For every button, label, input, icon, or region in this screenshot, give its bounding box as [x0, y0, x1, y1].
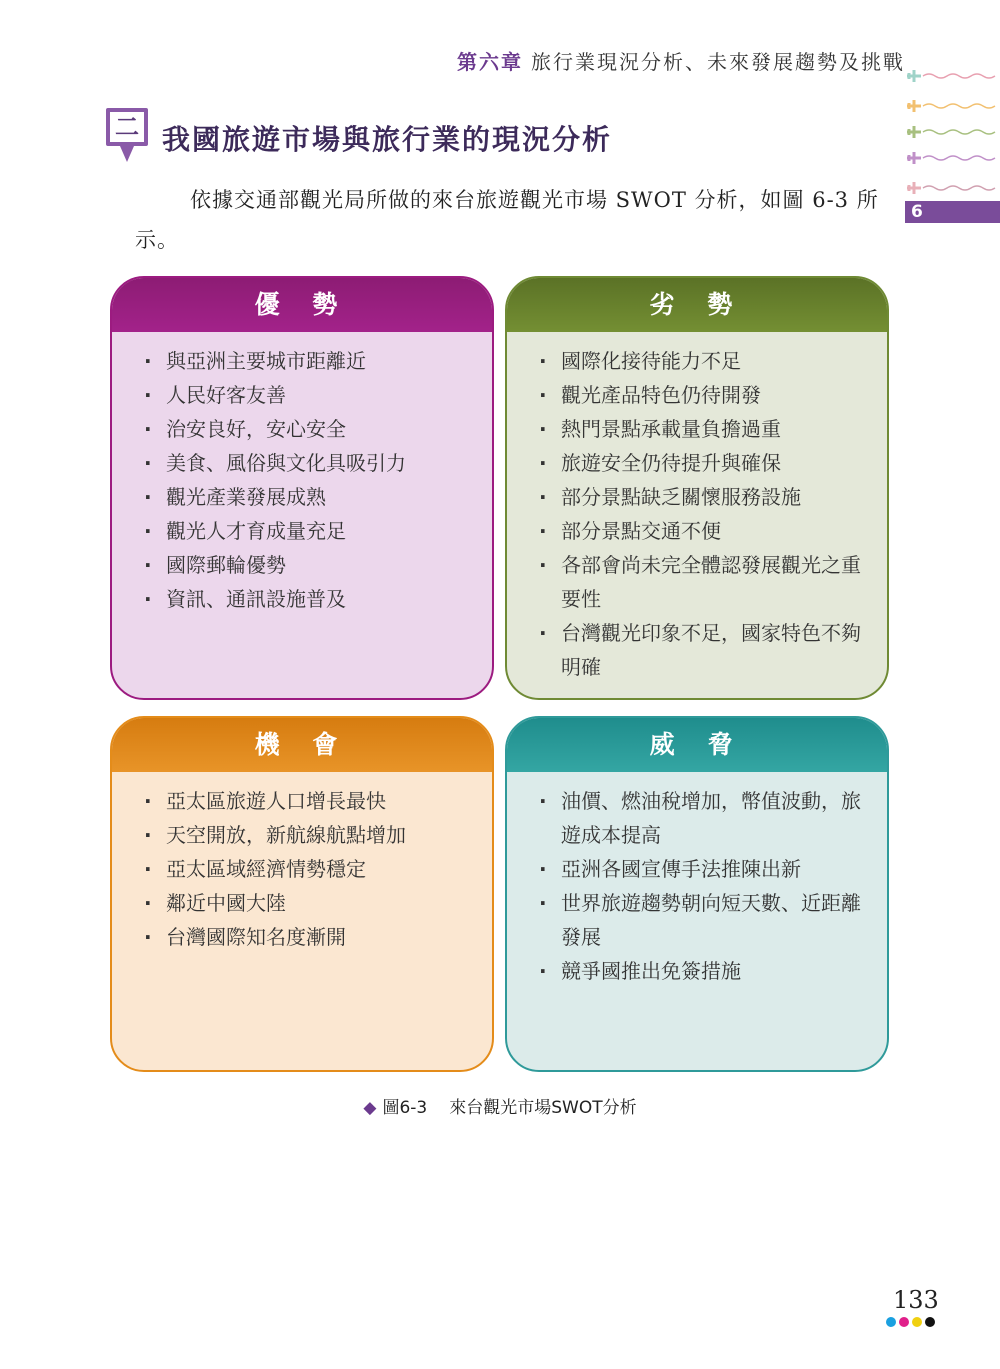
- threats-list: [507, 772, 887, 988]
- list-item: · 競爭國推出免簽措施: [539, 954, 867, 988]
- strengths-card: [110, 276, 494, 700]
- list-item: · 與亞洲主要城市距離近: [144, 344, 472, 378]
- list-item: · 觀光產業發展成熟: [144, 480, 472, 514]
- threats-title: 威 脅: [505, 718, 889, 772]
- section-badge-label: 二: [115, 113, 139, 141]
- list-item: · 油價、燃油稅增加，幣值波動，旅遊成本提高: [539, 784, 867, 852]
- threats-card: [505, 716, 889, 1072]
- figure-caption-text: 來台觀光市場SWOT分析: [449, 1098, 637, 1118]
- strengths-title: 優 勢: [110, 278, 494, 332]
- list-item: · 各部會尚未完全體認發展觀光之重要性: [539, 548, 867, 616]
- opportunities-title: 機 會: [110, 718, 494, 772]
- weaknesses-card: [505, 276, 889, 700]
- chapter-tab: 6: [905, 201, 1000, 223]
- list-item: · 台灣觀光印象不足，國家特色不夠明確: [539, 616, 867, 684]
- opportunities-card: [110, 716, 494, 1072]
- airplane-decoration-icon: [905, 62, 1000, 212]
- section-title: 我國旅遊市場與旅行業的現況分析: [162, 123, 613, 156]
- strengths-list: [112, 332, 492, 616]
- header-chapter: 第六章: [457, 50, 523, 74]
- list-item: · 亞洲各國宣傳手法推陳出新: [539, 852, 867, 886]
- figure-caption: [0, 1093, 1000, 1118]
- weaknesses-title: 劣 勢: [505, 278, 889, 332]
- list-item: · 觀光產品特色仍待開發: [539, 378, 867, 412]
- list-item: · 亞太區域經濟情勢穩定: [144, 852, 472, 886]
- list-item: · 國際化接待能力不足: [539, 344, 867, 378]
- print-color-dots-icon: [886, 1312, 938, 1331]
- list-item: · 天空開放，新航線航點增加: [144, 818, 472, 852]
- diamond-icon: ◆: [363, 1098, 377, 1118]
- list-item: · 旅遊安全仍待提升與確保: [539, 446, 867, 480]
- list-item: · 熱門景點承載量負擔過重: [539, 412, 867, 446]
- list-item: · 亞太區旅遊人口增長最快: [144, 784, 472, 818]
- page-number: 133: [893, 1286, 939, 1314]
- list-item: · 美食、風俗與文化具吸引力: [144, 446, 472, 480]
- list-item: · 部分景點交通不便: [539, 514, 867, 548]
- list-item: · 台灣國際知名度漸開: [144, 920, 472, 954]
- running-header: [457, 46, 905, 75]
- header-title: 旅行業現況分析、未來發展趨勢及挑戰: [531, 50, 905, 74]
- figure-number: 圖6-3: [382, 1098, 428, 1118]
- list-item: · 國際郵輪優勢: [144, 548, 472, 582]
- list-item: · 鄰近中國大陸: [144, 886, 472, 920]
- weaknesses-list: [507, 332, 887, 684]
- list-item: · 人民好客友善: [144, 378, 472, 412]
- list-item: · 世界旅遊趨勢朝向短天數、近距離發展: [539, 886, 867, 954]
- list-item: · 資訊、通訊設施普及: [144, 582, 472, 616]
- section-badge-icon: [104, 106, 150, 166]
- list-item: · 觀光人才育成量充足: [144, 514, 472, 548]
- body-paragraph: 依據交通部觀光局所做的來台旅遊觀光市場 SWOT 分析，如圖 6-3 所示。: [135, 188, 879, 252]
- list-item: · 部分景點缺乏關懷服務設施: [539, 480, 867, 514]
- opportunities-list: [112, 772, 492, 954]
- list-item: · 治安良好，安心安全: [144, 412, 472, 446]
